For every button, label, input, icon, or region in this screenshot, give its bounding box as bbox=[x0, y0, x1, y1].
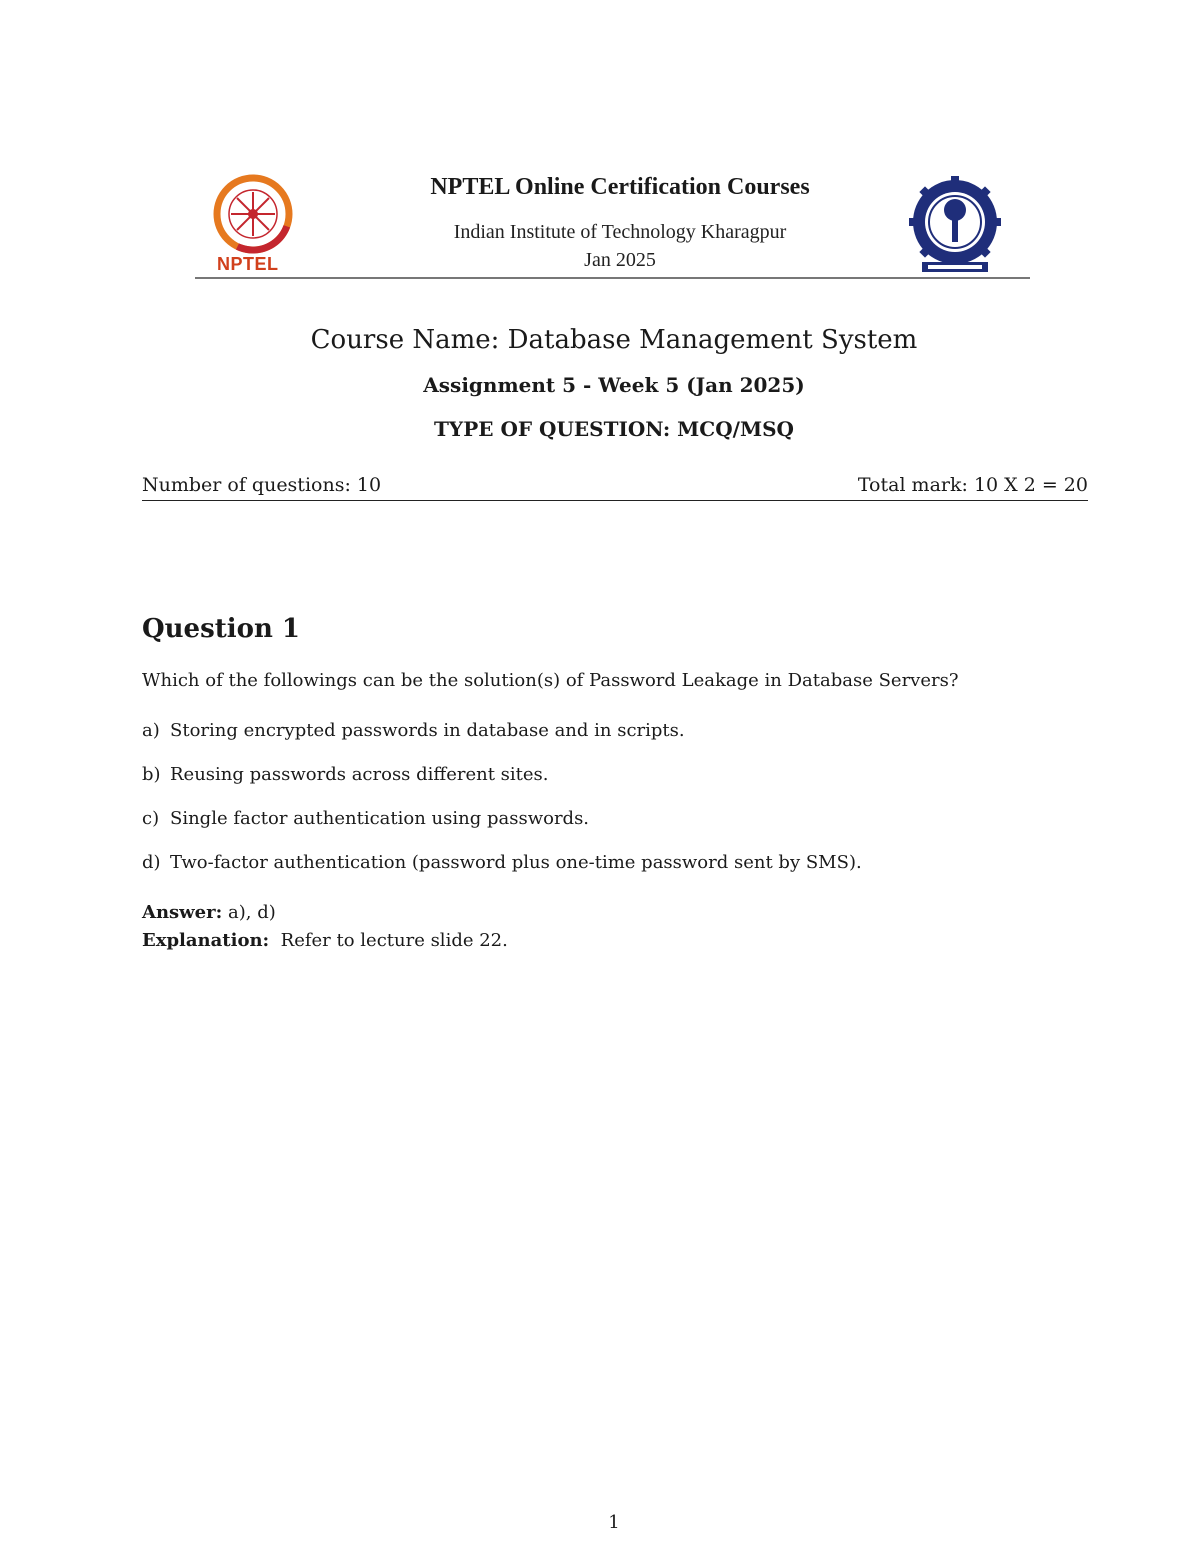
explanation-label: Explanation: bbox=[142, 930, 270, 951]
institute-name: Indian Institute of Technology Kharagpur bbox=[453, 221, 787, 243]
banner-title: NPTEL Online Certification Courses bbox=[430, 174, 810, 200]
meta-row bbox=[142, 474, 1088, 501]
option-d bbox=[142, 852, 862, 873]
option-letter: a) bbox=[142, 720, 160, 741]
option-text: Two-factor authentication (password plus one-time password sent by SMS). bbox=[170, 852, 862, 873]
nptel-logo-text: NPTEL bbox=[217, 254, 279, 274]
question-text: Which of the followings can be the solution(s) of Password Leakage in Database Servers? bbox=[142, 670, 959, 691]
num-questions: Number of questions: 10 bbox=[142, 474, 382, 496]
option-text: Single factor authentication using passwords. bbox=[170, 808, 590, 829]
session-label: Jan 2025 bbox=[584, 249, 656, 271]
explanation-value: Refer to lecture slide 22. bbox=[280, 930, 508, 951]
option-c bbox=[142, 808, 589, 829]
option-a bbox=[142, 720, 685, 741]
explanation-line bbox=[142, 930, 508, 951]
option-text: Storing encrypted passwords in database and in scripts. bbox=[170, 720, 685, 741]
question-type: TYPE OF QUESTION: MCQ/MSQ bbox=[434, 417, 794, 441]
option-letter: c) bbox=[142, 808, 160, 829]
answer-line bbox=[142, 902, 276, 923]
answer-value: a), d) bbox=[228, 902, 276, 923]
option-text: Reusing passwords across different sites. bbox=[170, 764, 549, 785]
iit-kharagpur-seal-icon bbox=[908, 176, 1003, 276]
question-heading: Question 1 bbox=[142, 614, 301, 644]
assignment-title: Assignment 5 - Week 5 (Jan 2025) bbox=[423, 373, 805, 397]
page-number: 1 bbox=[608, 1512, 620, 1533]
total-mark: Total mark: 10 X 2 = 20 bbox=[857, 474, 1088, 496]
answer-label: Answer: bbox=[142, 902, 223, 923]
course-name: Course Name: Database Management System bbox=[310, 325, 918, 355]
option-letter: b) bbox=[142, 764, 161, 785]
header-divider bbox=[195, 277, 1030, 279]
option-letter: d) bbox=[142, 852, 161, 873]
option-b bbox=[142, 764, 549, 785]
